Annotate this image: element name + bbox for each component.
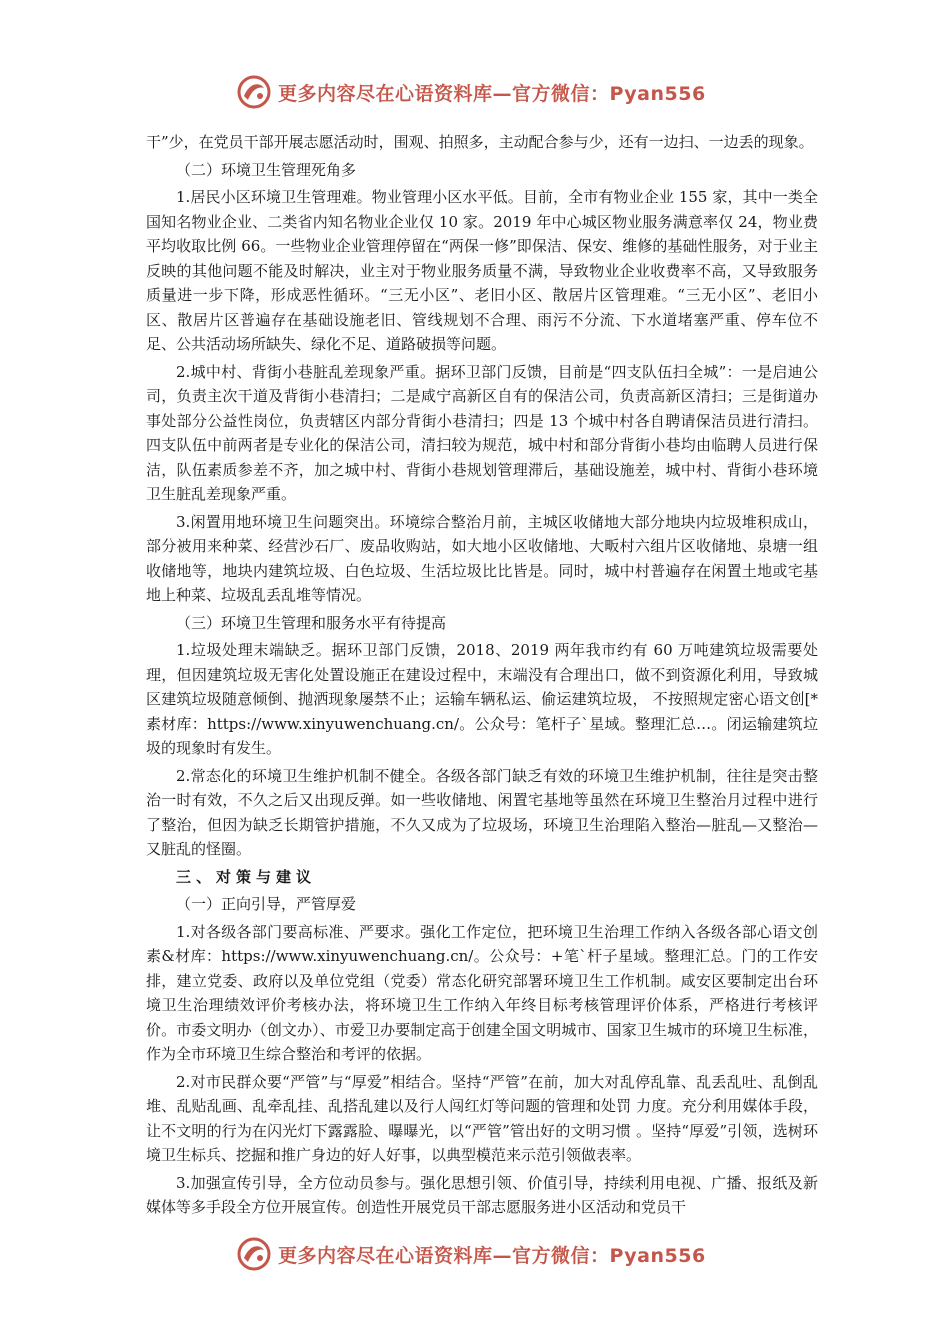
paragraph: 2.常态化的环境卫生维护机制不健全。各级各部门缺乏有效的环境卫生维护机制，往往是突击整治一时有效，不久之后又出现反弹。如一些收储地、闲置宅基地等虽然在环境卫生整治月过程中进行了整治，但因为缺乏长期管护措施，不久又成为了垃圾场，环境卫生治理陷入整治—脏乱—又整治—又脏乱的怪圈。 [146,766,818,858]
document-body [146,130,818,1220]
paragraph: 干”少，在党员干部开展志愿活动时，围观、拍照多，主动配合参与少，还有一边扫、一边丢的现象。 [146,133,814,151]
seal-logo-icon [236,74,272,110]
paragraph: 3.加强宣传引导，全方位动员参与。强化思想引领、价值引导，持续利用电视、广播、报纸及新媒体等多手段全方位开展宣传。创造性开展党员干部志愿服务进小区活动和党员干 [146,1173,818,1216]
paragraph: 2.对市民群众要“严管”与“厚爱”相结合。坚持“严管”在前，加大对乱停乱靠、乱丢乱吐、乱倒乱堆、乱贴乱画、乱牵乱挂、乱搭乱建以及行人闯红灯等问题的管理和处罚 力度。充分利用媒体手段，让不文明的行为在闪光灯下露露脸、曝曝光，以“严管”管出好的文明习惯 。坚持“厚爱”引领，选树环境卫生标兵、挖掘和推广身边的好人好事，以典型模范来示范引领做表率。 [146,1072,818,1164]
paragraph: 3.闲置用地环境卫生问题突出。环境综合整治月前，主城区收储地大部分地块内垃圾堆积成山，部分被用来种菜、经营沙石厂、废品收购站，如大地小区收储地、大畈村六组片区收储地、泉塘一组收储地等，地块内建筑垃圾、白色垃圾、生活垃圾比比皆是。同时，城中村普遍存在闲置土地或宅基地上种菜、垃圾乱丢乱堆等情况。 [146,512,818,604]
paragraph: 1.对各级各部门要高标准、严要求。强化工作定位，把环境卫生治理工作纳入各级各部心语文创素&材库：https://www.xinyuwenchuang.cn/。公众号：+笔`杆子星域。整理汇总。门的工作安排，建立党委、政府以及单位党组（党委）常态化研究部署环境卫生工作机制。咸安区要制定出台环境卫生治理绩效评价考核办法，将环境卫生工作纳入年终目标考核管理评价体系，严格进行考核评价。市委文明办（创文办）、市爱卫办要制定高于创建全国文明城市、国家卫生城市的环境卫生标准，作为全市环境卫生综合整治和考评的依据。 [146,922,818,1063]
chapter-heading: 三、对策与建议 [176,867,317,886]
banner-text: 更多内容尽在心语资料库—官方微信：Pyan556 [278,1244,706,1267]
section-heading: （二）环境卫生管理死角多 [176,160,357,179]
banner-text: 更多内容尽在心语资料库—官方微信：Pyan556 [278,82,706,105]
section-heading: （一）正向引导，严管厚爱 [176,895,357,913]
seal-logo-icon [236,1236,272,1272]
header-banner [236,70,756,114]
footer-banner [236,1232,756,1276]
paragraph: 1.垃圾处理末端缺乏。据环卫部门反馈，2018、2019 两年我市约有 60 万吨建筑垃圾需要处理，但因建筑垃圾无害化处置设施正在建设过程中，末端没有合理出口，做不到资源化利用，导致城区建筑垃圾随意倾倒、抛洒现象屡禁不止；运输车辆私运、偷运建筑垃圾， 不按照规定密心语文创[*素材库：https://www.xinyuwenchuang.cn/。公众号：笔杆子`星域。整理汇总…。闭运输建筑垃圾的现象时有发生。 [146,641,818,757]
paragraph: 1.居民小区环境卫生管理难。物业管理小区水平低。目前，全市有物业企业 155 家，其中一类全国知名物业企业、二类省内知名物业企业仅 10 家。2019 年中心城区物业服务满意率仅 24，物业费平均收取比例 66。一些物业企业管理停留在“两保一修”即保洁、保安、维修的基础性服务，对于业主反映的其他问题不能及时解决，业主对于物业服务质量不满，导致物业企业收费率不高，又导致服务质量进一步下降，形成恶性循环。“三无小区”、老旧小区、散居片区管理难。“三无小区”、老旧小区、散居片区普遍存在基础设施老旧、管线规划不合理、雨污不分流、下水道堵塞严重、停车位不足、公共活动场所缺失、绿化不足、道路破损等问题。 [146,188,818,353]
section-heading: （三）环境卫生管理和服务水平有待提高 [176,613,447,632]
paragraph: 2.城中村、背街小巷脏乱差现象严重。据环卫部门反馈，目前是“四支队伍扫全城”：一是启迪公司，负责主次干道及背街小巷清扫；二是咸宁高新区自有的保洁公司，负责高新区清扫；三是街道办事处部分公益性岗位，负责辖区内部分背街小巷清扫；四是 13 个城中村各自聘请保洁员进行清扫。四支队伍中前两者是专业化的保洁公司，清扫较为规范，城中村和部分背街小巷均由临聘人员进行保洁，队伍素质参差不齐，加之城中村、背街小巷规划管理滞后，基础设施差，城中村、背街小巷环境卫生脏乱差现象严重。 [146,362,818,503]
